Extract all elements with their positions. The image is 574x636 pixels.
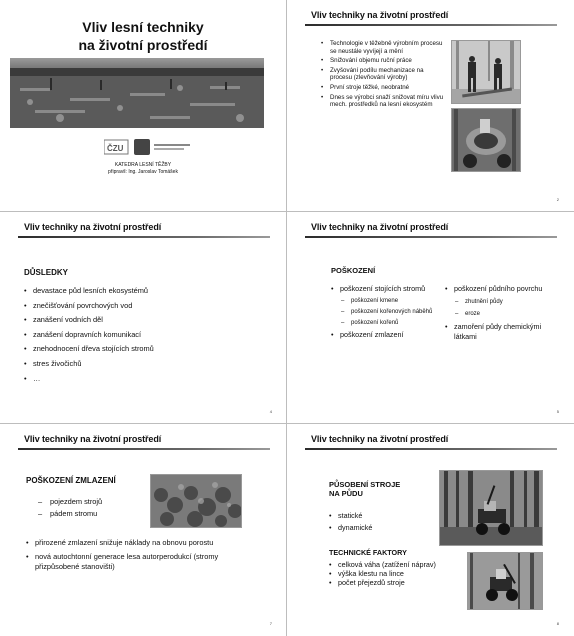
slide-title: Vliv techniky na životní prostředí: [24, 222, 162, 232]
slide-title-line2: na životní prostředí: [78, 37, 208, 53]
list-item: • celková váha (zatížení náprav): [329, 560, 441, 569]
harvester-photo: [467, 552, 543, 610]
sub-item: – poškození kořenových náběhů: [341, 308, 435, 316]
slide-title: Vliv techniky na životní prostředí: [311, 222, 449, 232]
sub-item: – poškození kořenů: [341, 319, 435, 327]
department-name: KATEDRA LESNÍ TĚŽBY: [114, 162, 172, 168]
slide-1: [0, 0, 286, 212]
sub-item: – zhutnění půdy: [455, 298, 543, 306]
list-item: • Zvyšování podílu mechanizace na procesu (zlevňování výroby): [321, 67, 445, 82]
sub-item: – eroze: [455, 310, 543, 318]
forwarder-in-forest-photo: [439, 470, 543, 546]
list-item: • Snižování objemu ruční práce: [321, 57, 445, 65]
page-number: 4: [269, 409, 272, 414]
slide-2: [287, 0, 573, 212]
slide-title: Vliv techniky na životní prostředí: [311, 434, 449, 444]
harvester-photo: [451, 108, 521, 172]
workers-photo: [451, 40, 521, 104]
list-item: • poškození půdního povrchu: [445, 284, 543, 294]
slide-title: Vliv techniky na životní prostředí: [311, 10, 449, 20]
bullet-list: [26, 538, 254, 573]
slide-title: Vliv techniky na životní prostředí: [24, 434, 162, 444]
list-item: • počet přejezdů stroje: [329, 578, 441, 587]
left-column: [331, 284, 435, 340]
title-rule: [305, 448, 557, 450]
slide-5: [0, 424, 286, 636]
page-number: 7: [269, 621, 272, 626]
list-item: • poškození stojících stromů: [331, 284, 435, 294]
sub-item: – pádem stromu: [38, 508, 138, 520]
sub-item: – pojezdem strojů: [38, 496, 138, 508]
title-rule: [305, 236, 557, 238]
list-item: • poškození zmlazení: [331, 330, 435, 340]
list-item: • zanášení dopravních komunikací: [24, 328, 254, 343]
section-heading: DŮSLEDKY: [24, 268, 69, 277]
list-item: • statické: [329, 510, 429, 522]
section-heading: [329, 480, 400, 498]
list-item: • První stroje těžké, neobratné: [321, 84, 445, 92]
list-item: • Technologie v těžebně výrobním procesu se neustále vyvíjejí a mění: [321, 40, 445, 55]
list-item: • zamoření půdy chemickými látkami: [445, 322, 543, 342]
list-item: • Dnes se výrobci snaží snižovat míru vlivu mech. prostředků na lesní ekosystém: [321, 94, 445, 109]
list-item: • devastace půd lesních ekosystémů: [24, 284, 254, 299]
bullet-list: [321, 40, 445, 109]
sub-list: [38, 496, 138, 520]
title-rule: [305, 24, 557, 26]
slide-6: [287, 424, 573, 636]
regeneration-photo: [150, 474, 242, 528]
bullet-list: [24, 284, 254, 386]
page-number: 2: [556, 197, 559, 202]
section-heading: TECHNICKÉ FAKTORY: [329, 548, 407, 557]
list-item: • …: [24, 372, 254, 387]
list-item: • znehodnocení dřeva stojících stromů: [24, 342, 254, 357]
list-item: • přirozené zmlazení snižuje náklady na obnovu porostu: [26, 538, 254, 548]
list-item: • výška klestu na lince: [329, 569, 441, 578]
bullet-list: [329, 510, 429, 534]
list-item: • stres živočichů: [24, 357, 254, 372]
page-number: 5: [556, 409, 559, 414]
sub-item: – poškození kmene: [341, 297, 435, 305]
right-column: [445, 284, 543, 342]
clearcut-photo: [10, 58, 264, 128]
list-item: • zanášení vodních děl: [24, 313, 254, 328]
section-heading: POŠKOZENÍ: [331, 266, 376, 275]
list-item: • dynamické: [329, 522, 429, 534]
title-rule: [18, 236, 270, 238]
bullet-list: [329, 560, 441, 588]
svg-text:ČZU: ČZU: [107, 144, 124, 153]
slide-3: [0, 212, 286, 424]
list-item: • znečišťování povrchových vod: [24, 299, 254, 314]
slide-4: [287, 212, 573, 424]
section-heading: POŠKOZENÍ ZMLAZENÍ: [26, 476, 116, 485]
logos: [104, 136, 192, 158]
author: připravil: Ing. Jaroslav Tomášek: [108, 169, 178, 175]
page-number: 8: [556, 621, 559, 626]
heading-line: PŮSOBENÍ STROJE: [329, 480, 401, 489]
title-rule: [18, 448, 270, 450]
heading-line: NA PŮDU: [329, 489, 363, 498]
list-item: • nová autochtonní generace lesa autorperodukcí (stromy přizpůsobené stanovišti): [26, 552, 254, 572]
slide-title-line1: Vliv lesní techniky: [82, 19, 204, 35]
